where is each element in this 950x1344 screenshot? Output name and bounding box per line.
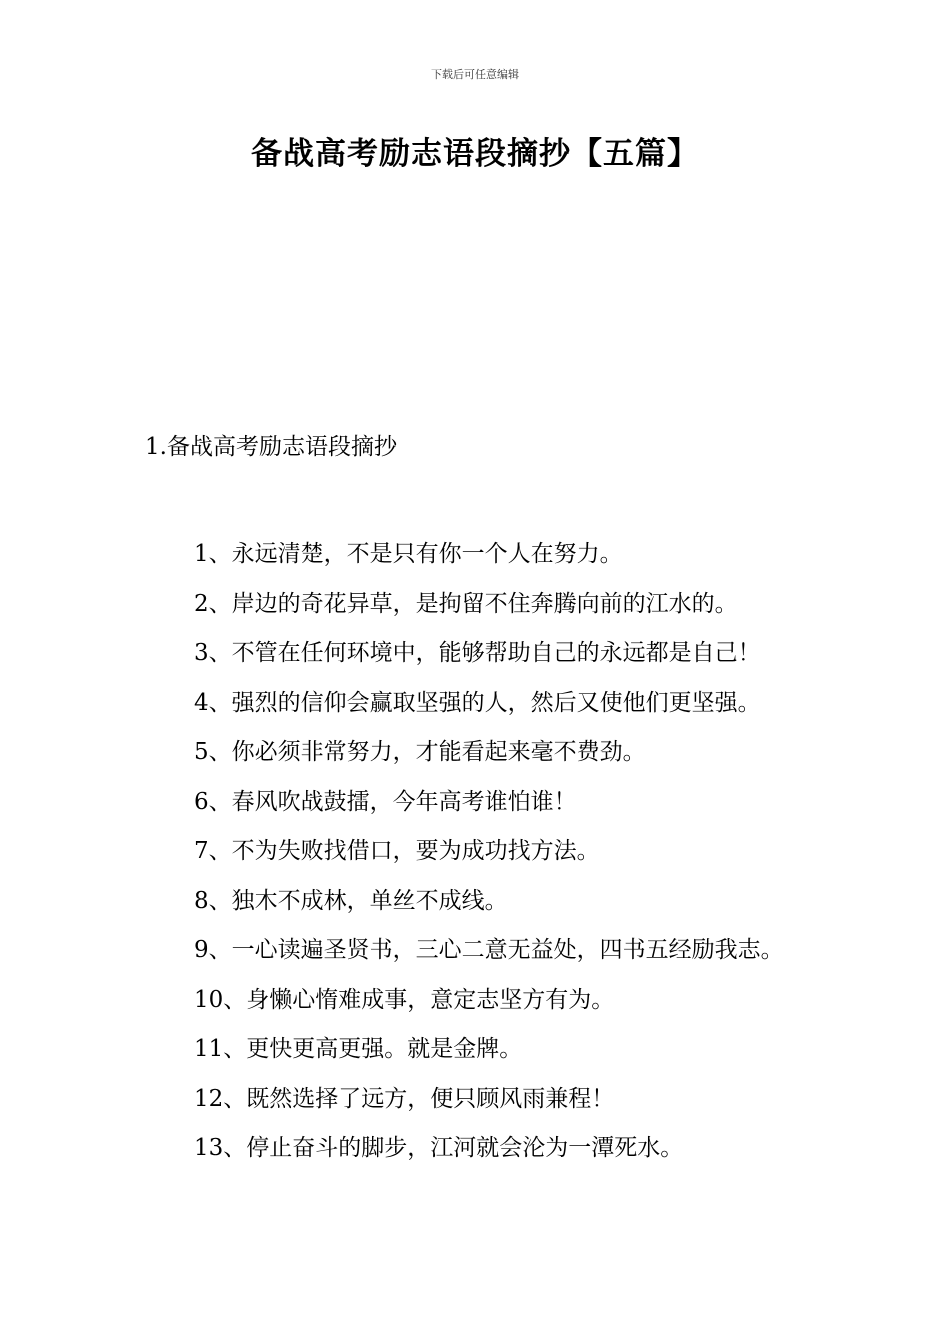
quote-item: 3、不管在任何环境中，能够帮助自己的永远都是自己！ — [194, 640, 761, 666]
quote-item: 10、身懒心惰难成事，意定志坚方有为。 — [194, 986, 615, 1013]
quote-item: 5、你必须非常努力，才能看起来毫不费劲。 — [194, 739, 646, 765]
quote-item: 1、永远清楚，不是只有你一个人在努力。 — [194, 541, 623, 567]
quote-item: 12、既然选择了远方，便只顾风雨兼程！ — [194, 1085, 615, 1112]
quote-item: 6、春风吹战鼓擂，今年高考谁怕谁！ — [194, 788, 577, 815]
quote-item: 13、停止奋斗的脚步，江河就会沦为一潭死水。 — [194, 1135, 684, 1161]
section-heading: 1.备战高考励志语段摘抄 — [145, 434, 397, 460]
quote-item: 11、更快更高更强。就是金牌。 — [194, 1036, 523, 1062]
quote-list — [145, 530, 817, 1174]
quote-item: 7、不为失败找借口，要为成功找方法。 — [194, 838, 600, 864]
header-note: 下载后可任意编辑 — [431, 68, 519, 81]
quote-item: 9、一心读遍圣贤书，三心二意无益处，四书五经励我志。 — [194, 937, 784, 963]
quote-item: 8、独木不成林，单丝不成线。 — [194, 887, 508, 914]
document-title: 备战高考励志语段摘抄【五篇】 — [251, 136, 699, 172]
quote-item: 2、岸边的奇花异草，是拘留不住奔腾向前的江水的。 — [194, 590, 738, 617]
quote-item: 4、强烈的信仰会赢取坚强的人，然后又使他们更坚强。 — [194, 689, 761, 716]
